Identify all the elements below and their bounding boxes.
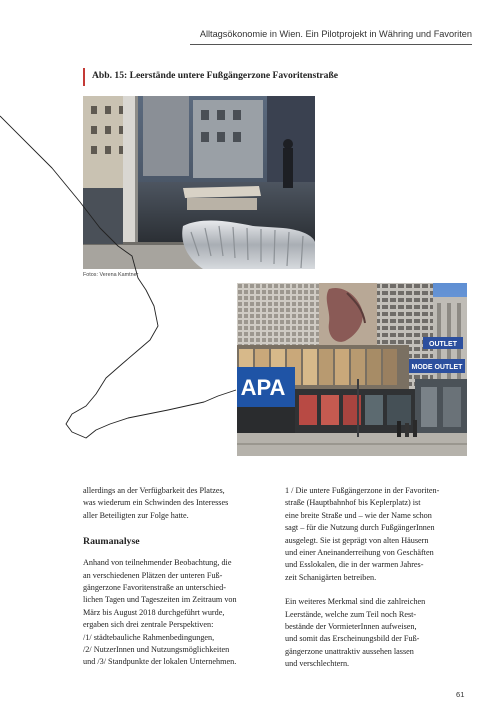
- photo-outlet-building: [237, 283, 467, 456]
- right-paragraph-2: Ein weiteres Merkmal sind die zahlreichen Leerstände, welche zum Teil noch Rest- bestände der VormieterInnen aufweisen, und somit das Erscheinungsbild der Fuß- gängerzone unattraktiv aussehen lassen und verschlechtern.: [285, 597, 426, 669]
- right-paragraph-1: 1 / Die untere Fußgängerzone in der Favoriten- straße (Hauptbahnhof bis Keplerplatz) ist eine breite Straße und – wie der Name schon sagt – für die Nutzung durch FußgängerInnen ausgelegt. Sie ist geprägt von alten Häusern und einer Aneinanderreihung von Geschäften und Esslokalen, die in der warmen Jahres- zeit Schanigärten betreiben.: [285, 486, 440, 582]
- outlet-sign-2: MODE OUTLET: [411, 364, 463, 371]
- photo-vacant-shop-window: [83, 96, 315, 269]
- store-sign: APA: [240, 375, 286, 400]
- left-paragraph-2: Anhand von teilnehmender Beobachtung, die an verschiedenen Plätzen der unteren Fuß- gängerzone Favoritenstraße an unterschied- lichen Tagen und Tageszeiten im Zeitraum von März bis August 2018 durchgeführt wurde, ergaben sich drei zentrale Perspektiven: /1/ städtebauliche Rahmenbedingungen, /2/ NutzerInnen und Nutzungsmöglichkeiten und /3/ Standpunkte der lokalen Unternehmen.: [83, 558, 237, 667]
- figure-caption: Abb. 15: Leerstände untere Fußgängerzone Favoritenstraße: [92, 70, 339, 81]
- left-text-column: [83, 485, 279, 669]
- header-rule: [190, 44, 472, 45]
- running-header: Alltagsökonomie in Wien. Ein Pilotprojekt in Währing und Favoriten: [199, 29, 472, 39]
- caption-accent-bar: [83, 68, 85, 86]
- page-number: 61: [456, 690, 465, 699]
- right-text-column: [285, 485, 472, 671]
- section-heading-raumanalyse: Raumanalyse: [83, 536, 140, 548]
- outlet-sign-1: OUTLET: [429, 341, 457, 348]
- photo-credit: Fotos: Verena Kamtner: [83, 272, 139, 278]
- left-paragraph-1: allerdings an der Verfügbarkeit des Platzes, was wiederum ein Schwinden des Interesses aller Beteiligten zur Folge hatte.: [83, 486, 229, 520]
